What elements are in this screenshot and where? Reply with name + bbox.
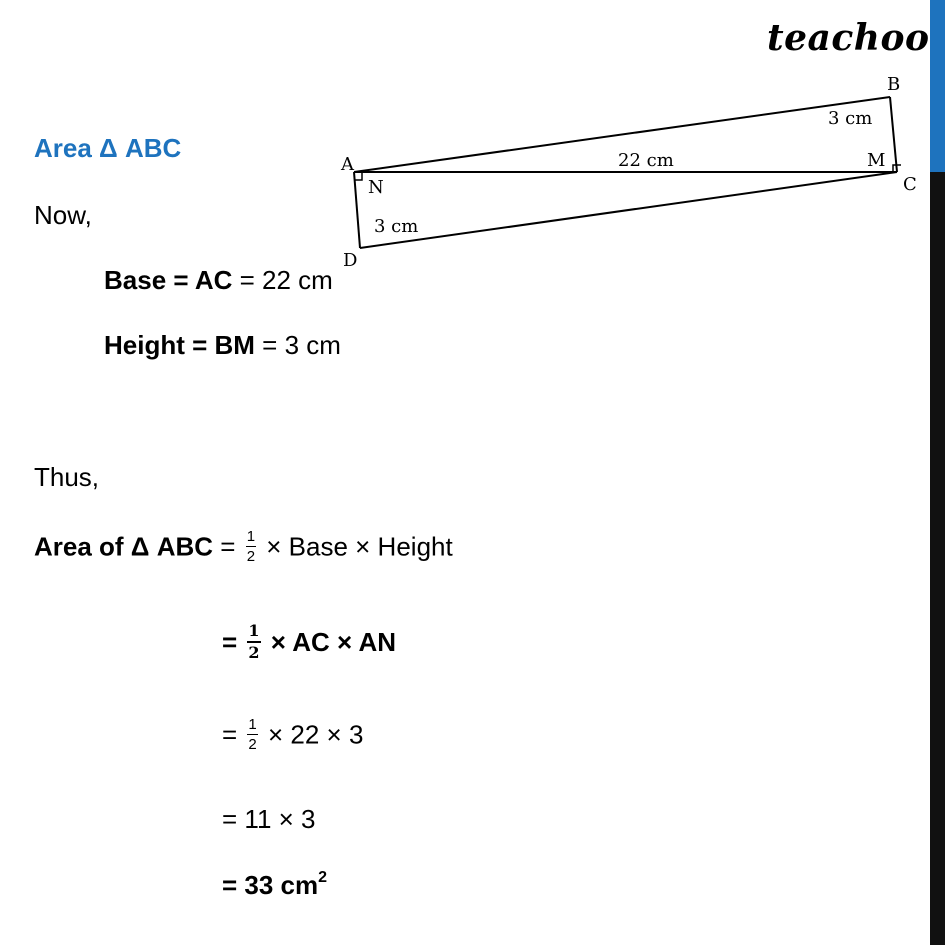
fraction-half — [246, 529, 256, 564]
base-label: Base = AC — [104, 265, 233, 295]
step-1-rest: × AC × AN — [263, 626, 396, 657]
base-value: = 22 cm — [232, 265, 333, 295]
right-sidebar-bar — [930, 0, 945, 945]
label-dn-length: 3 cm — [374, 216, 419, 237]
now-label: Now, — [34, 200, 92, 230]
label-d: D — [343, 250, 358, 271]
thus-label: Thus, — [34, 462, 100, 492]
label-bm-length: 3 cm — [828, 108, 873, 129]
line-bc — [890, 97, 897, 172]
fraction-denominator: 2 — [248, 736, 257, 753]
step-1-line — [222, 621, 396, 663]
line-ad — [354, 172, 360, 248]
final-answer-superscript: 2 — [318, 869, 328, 886]
label-b: B — [887, 74, 901, 95]
fraction-numerator: 1 — [247, 623, 260, 643]
section-heading: Area Δ ABC — [34, 133, 182, 163]
height-label: Height = BM — [104, 330, 255, 360]
final-answer-text: = 33 cm — [222, 870, 319, 900]
sidebar-accent — [930, 0, 945, 172]
area-formula-eq: = — [213, 531, 243, 562]
step-2-rest: × 22 × 3 — [260, 719, 364, 750]
area-formula-rest: × Base × Height — [259, 531, 453, 562]
line-dc — [360, 172, 897, 248]
area-formula-line — [34, 528, 453, 566]
base-line — [104, 267, 333, 293]
fraction-numerator: 1 — [246, 528, 256, 545]
height-value: = 3 cm — [254, 330, 341, 360]
fraction-denominator: 2 — [248, 643, 260, 662]
step-2-line — [222, 716, 364, 754]
step-2-prefix: = — [222, 719, 245, 750]
label-m: M — [867, 150, 886, 171]
brand-logo: teachoo — [767, 17, 930, 59]
final-answer — [222, 869, 328, 900]
area-formula-label: Area of Δ ABC — [34, 531, 214, 562]
step-1-prefix: = — [222, 626, 245, 657]
fraction-denominator: 2 — [246, 548, 256, 565]
fraction-half — [247, 717, 257, 752]
label-c: C — [903, 174, 917, 195]
triangle-figure — [335, 70, 917, 271]
height-line — [104, 332, 341, 358]
label-ac-length: 22 cm — [618, 150, 674, 171]
step-3-line: = 11 × 3 — [222, 804, 316, 834]
fraction-numerator: 1 — [248, 716, 257, 733]
label-n: N — [368, 177, 384, 198]
label-a: A — [341, 154, 354, 175]
fraction-half-bold — [247, 623, 260, 661]
